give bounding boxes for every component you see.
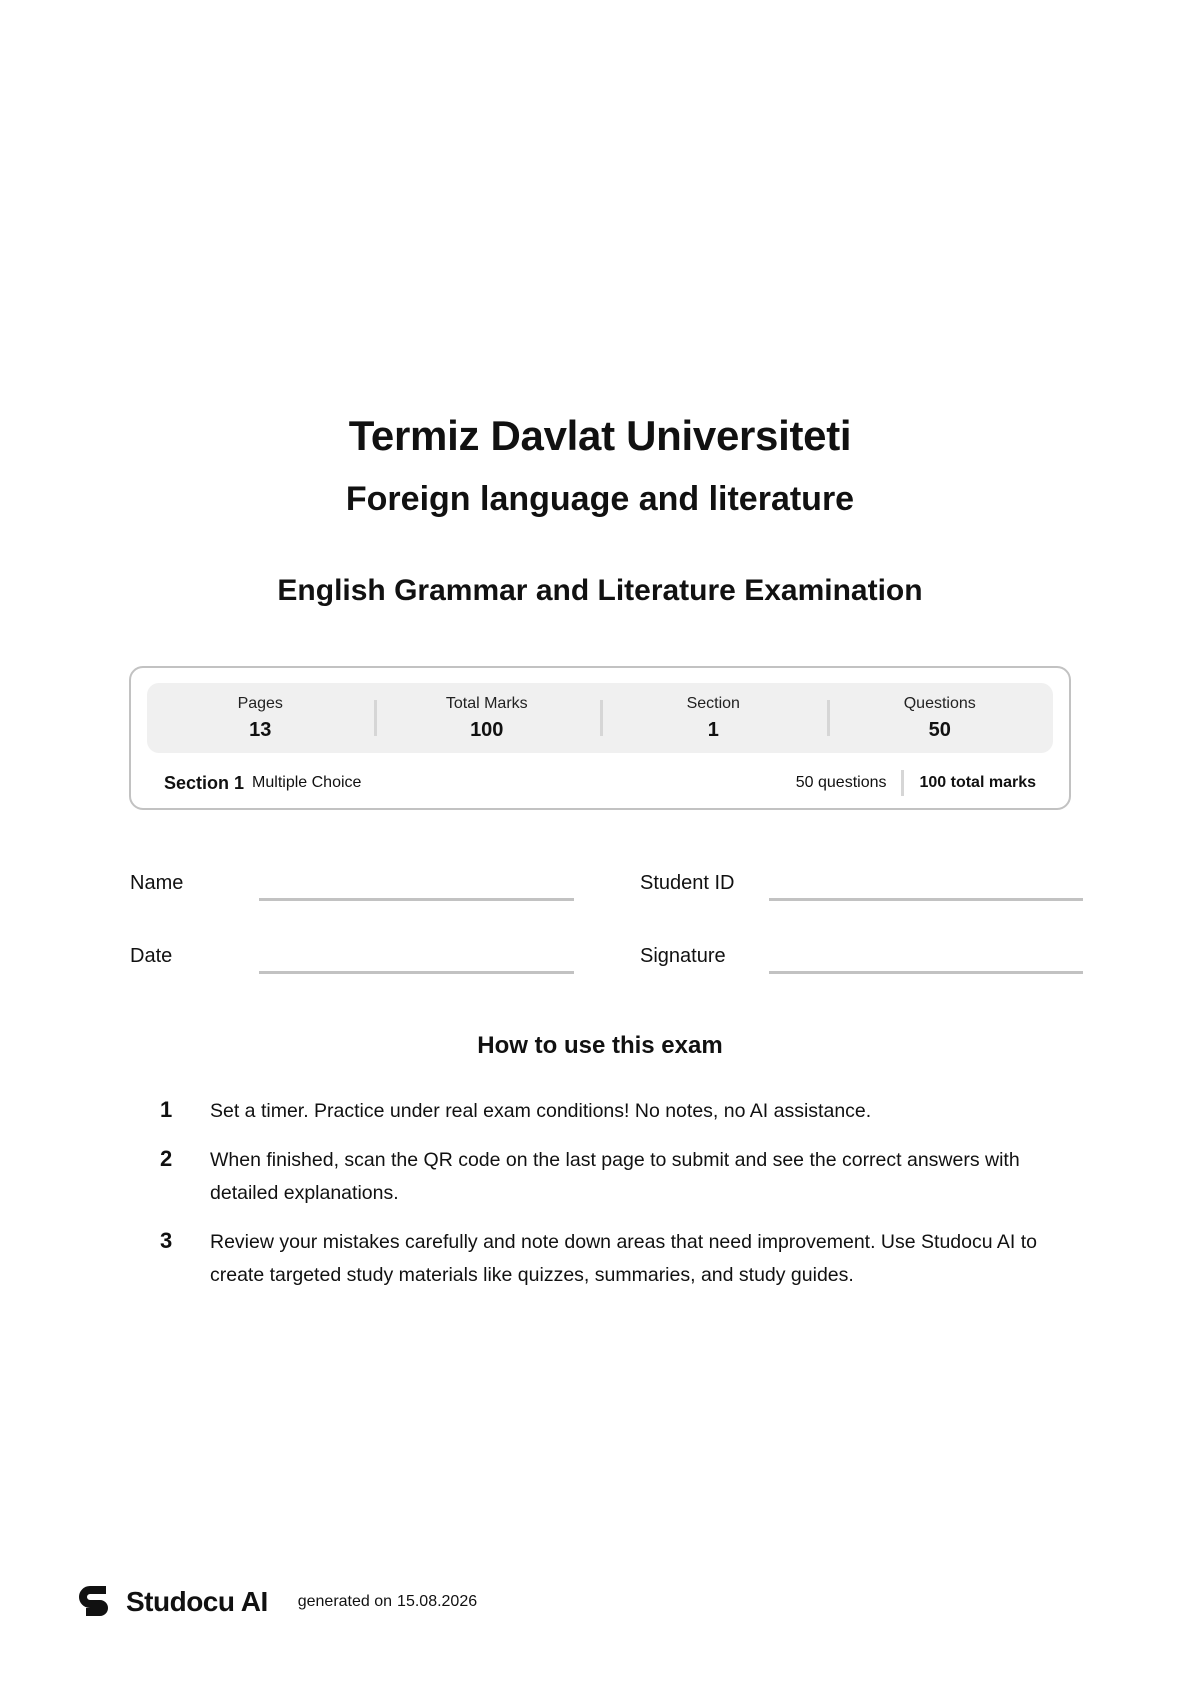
brand-name: Studocu AI [126,1586,268,1617]
student-id-line[interactable] [769,898,1083,901]
stat-questions [827,683,1054,753]
stat-label: Pages [237,694,283,712]
section-total-marks: 100 total marks [919,774,1036,791]
stat-label: Total Marks [445,694,528,712]
stat-section [600,683,827,753]
name-line[interactable] [259,898,574,901]
step-text: Review your mistakes carefully and note down areas that need improvement. Use Studocu AI to create targeted study materials like quizzes, summaries, and study guides. [210,1231,1038,1286]
student-id-label: Student ID [640,872,735,894]
step-text: When finished, scan the QR code on the last page to submit and see the correct answers with detailed explanations. [210,1149,1020,1204]
signature-label: Signature [640,945,726,967]
section-summary-row [164,770,1036,796]
howto-steps [160,1095,1060,1308]
generated-date: 15.08.2026 [397,1593,478,1610]
exam-title: English Grammar and Literature Examination [277,574,923,607]
stat-pages [147,683,374,753]
exam-stats [147,683,1053,753]
list-item [160,1144,1060,1210]
date-line[interactable] [259,971,574,974]
exam-info-card [129,666,1071,810]
step-number: 2 [160,1146,173,1171]
step-number: 1 [160,1097,173,1122]
faculty-subtitle: Foreign language and literature [345,480,855,518]
stat-value: 50 [928,718,951,741]
stat-label: Section [686,694,740,712]
stat-value: 1 [707,718,719,741]
section-name: Section 1 [164,772,245,793]
date-label: Date [130,945,173,967]
university-title: Termiz Davlat Universiteti [348,412,852,459]
howto-title: How to use this exam [477,1032,723,1059]
list-item [160,1226,1060,1292]
stat-label: Questions [903,694,976,712]
stat-total-marks [374,683,601,753]
section-type: Multiple Choice [252,774,362,791]
generated-label: generated on [297,1593,393,1610]
footer [78,1584,477,1620]
step-number: 3 [160,1228,173,1253]
divider [901,770,904,796]
studocu-logo-icon [78,1584,114,1620]
stat-value: 13 [249,718,272,741]
list-item [160,1095,1060,1128]
name-label: Name [130,872,184,894]
step-text: Set a timer. Practice under real exam conditions! No notes, no AI assistance. [210,1100,872,1122]
section-question-count: 50 questions [795,774,887,791]
stat-value: 100 [470,718,504,741]
signature-line[interactable] [769,971,1083,974]
